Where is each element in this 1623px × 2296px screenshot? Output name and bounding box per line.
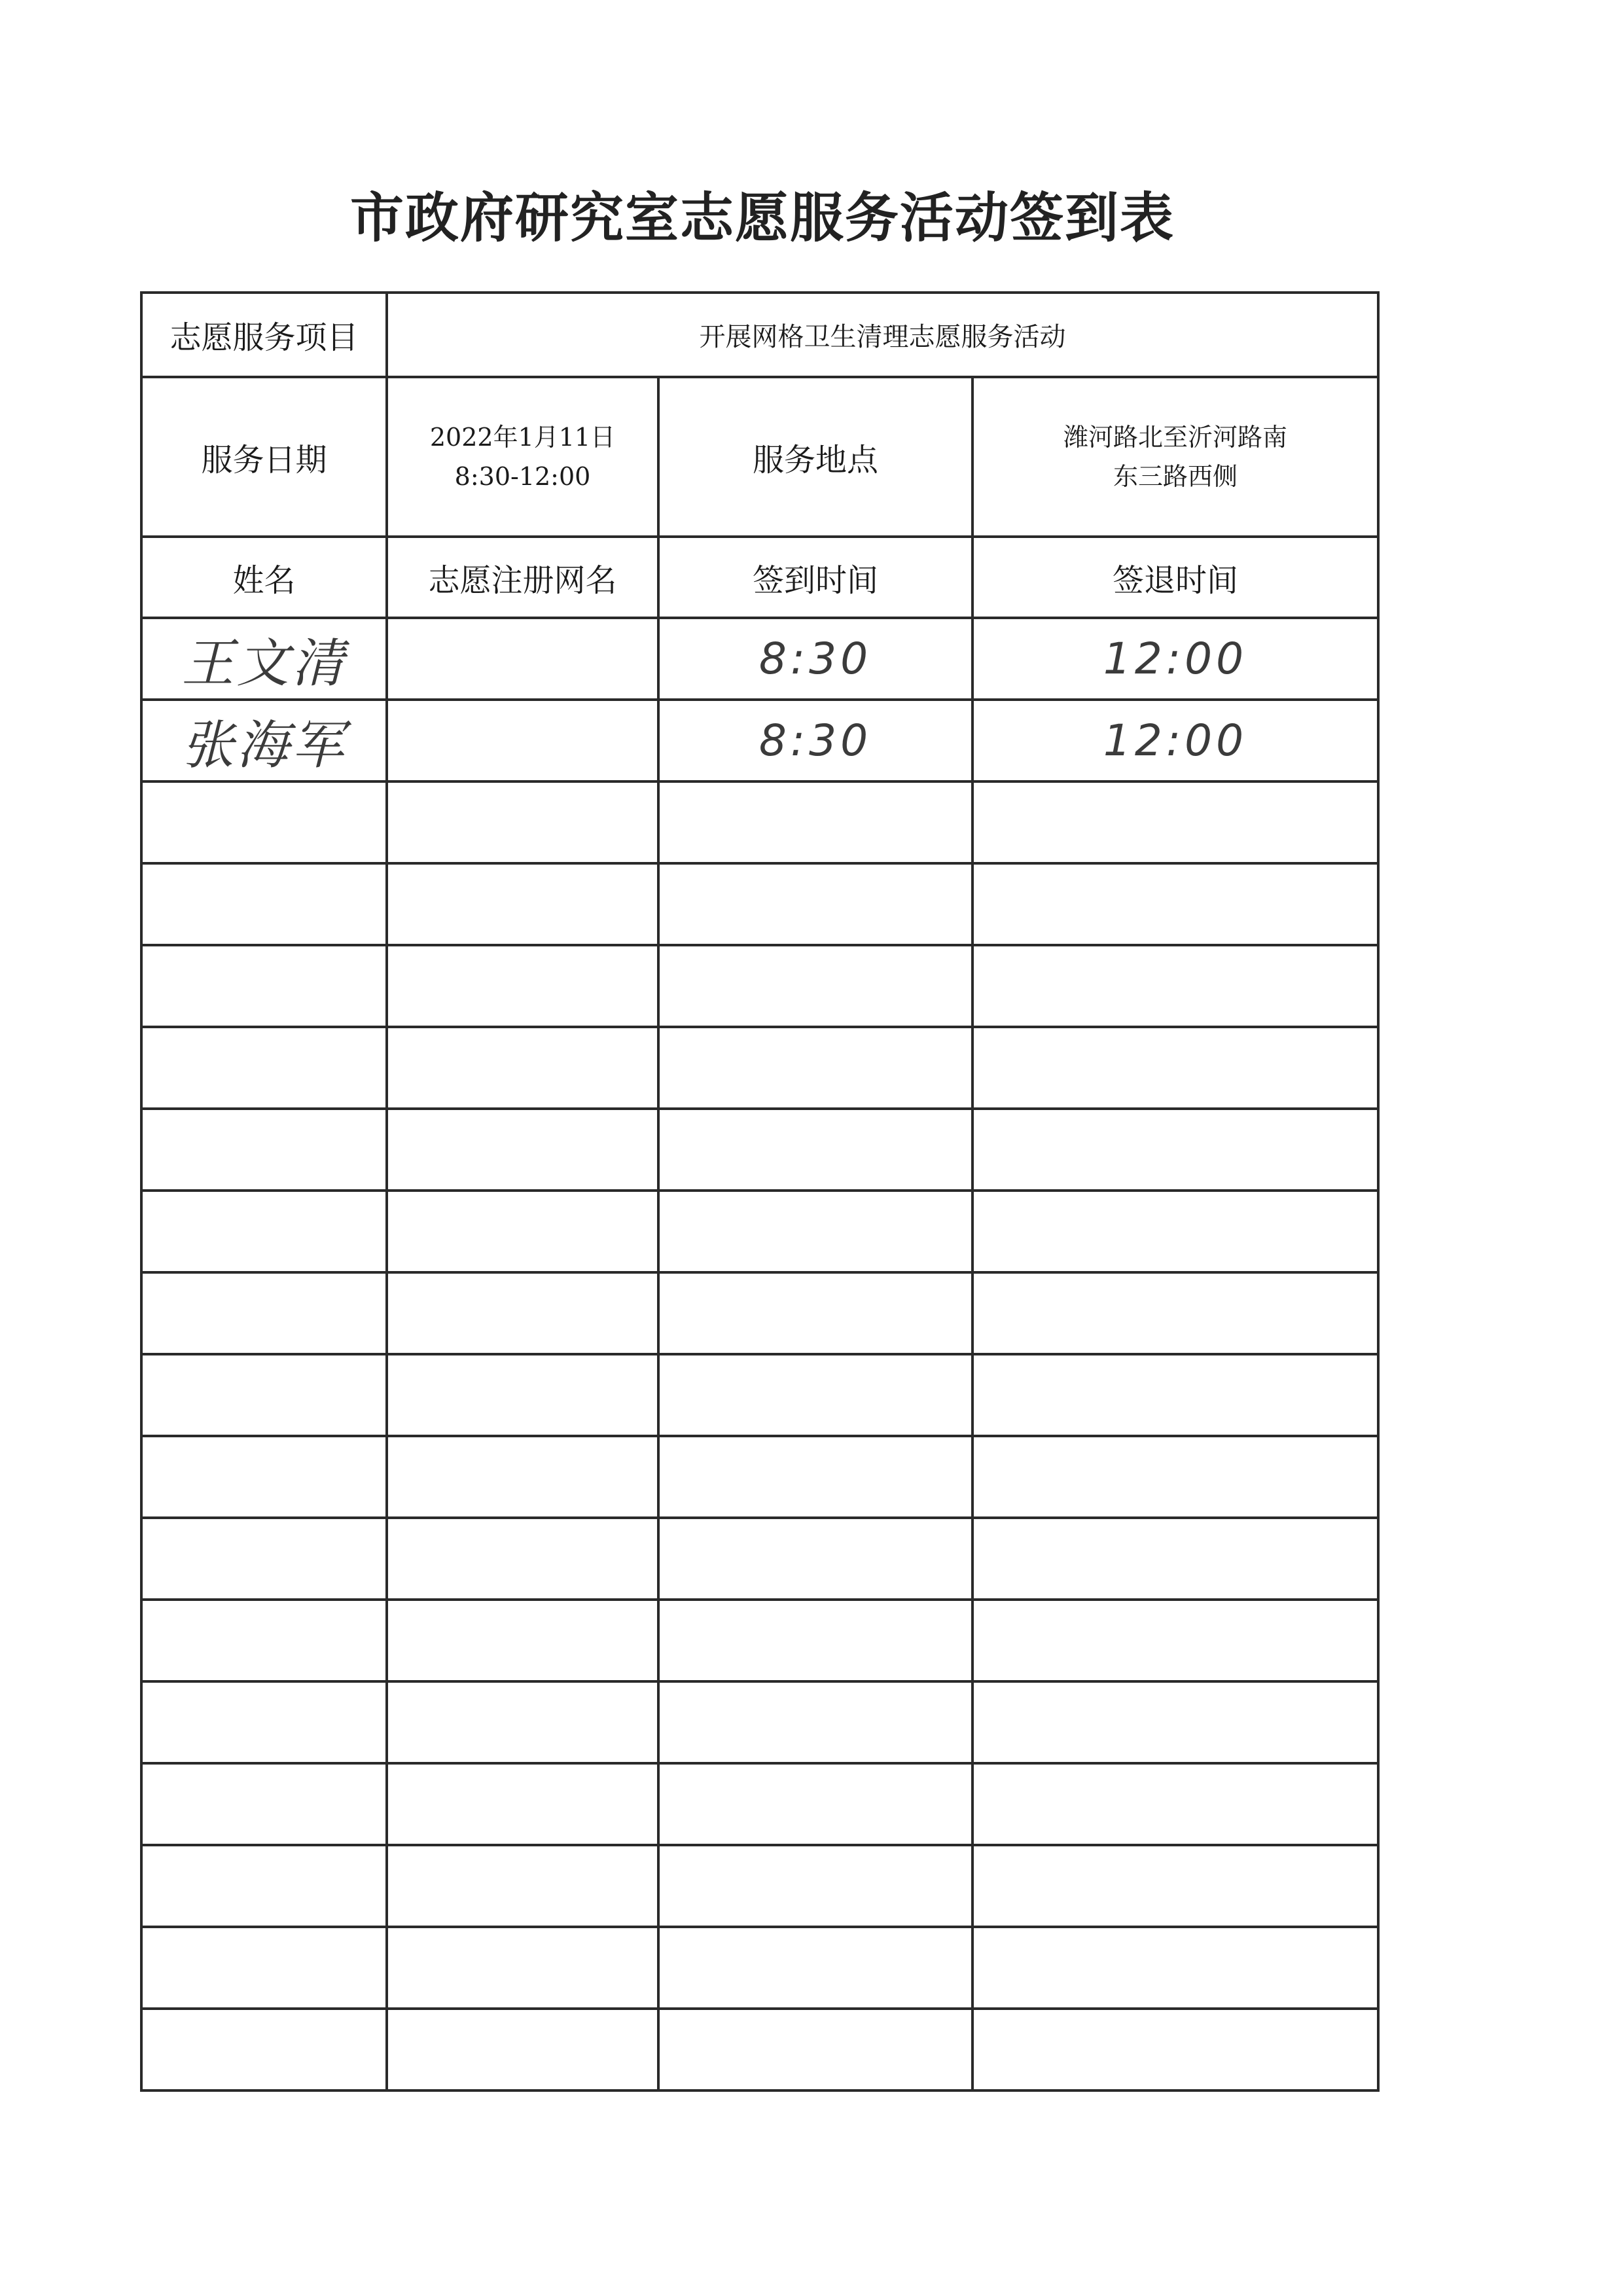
empty-cell — [387, 1600, 658, 1681]
service-date-label: 服务日期 — [141, 377, 387, 537]
project-label: 志愿服务项目 — [141, 293, 387, 377]
empty-cell — [387, 2009, 658, 2090]
empty-cell — [387, 1191, 658, 1272]
empty-cell — [141, 1518, 387, 1600]
empty-cell — [658, 1027, 972, 1109]
empty-row — [141, 1272, 1378, 1354]
empty-cell — [141, 1436, 387, 1518]
empty-cell — [387, 1436, 658, 1518]
sign-in-sheet — [140, 291, 1380, 2092]
empty-cell — [658, 1600, 972, 1681]
service-info-row — [141, 377, 1378, 537]
checkin-time: 8:30 — [658, 700, 972, 781]
empty-cell — [658, 1845, 972, 1927]
checkout-time: 12:00 — [972, 618, 1378, 700]
empty-cell — [141, 781, 387, 863]
empty-cell — [387, 1109, 658, 1191]
empty-cell — [387, 1927, 658, 2009]
empty-cell — [972, 1681, 1378, 1763]
column-header-checkin: 签到时间 — [658, 537, 972, 618]
empty-cell — [972, 1436, 1378, 1518]
empty-cell — [387, 945, 658, 1027]
empty-cell — [972, 1518, 1378, 1600]
service-date-value — [387, 377, 658, 537]
empty-row — [141, 1927, 1378, 2009]
empty-cell — [141, 1927, 387, 2009]
empty-cell — [658, 1354, 972, 1436]
empty-row — [141, 1600, 1378, 1681]
empty-row — [141, 1763, 1378, 1845]
empty-cell — [658, 2009, 972, 2090]
empty-cell — [387, 1027, 658, 1109]
empty-row — [141, 863, 1378, 945]
empty-cell — [972, 1763, 1378, 1845]
empty-row — [141, 1109, 1378, 1191]
empty-cell — [658, 863, 972, 945]
empty-cell — [658, 1272, 972, 1354]
signer-username — [387, 700, 658, 781]
empty-row — [141, 1681, 1378, 1763]
service-time-line: 8:30-12:00 — [454, 462, 591, 491]
empty-cell — [972, 781, 1378, 863]
empty-cell — [972, 863, 1378, 945]
empty-cell — [387, 1354, 658, 1436]
empty-row — [141, 945, 1378, 1027]
empty-cell — [141, 1109, 387, 1191]
empty-row — [141, 1845, 1378, 1927]
empty-cell — [658, 945, 972, 1027]
service-date-line: 2022年1月11日 — [429, 423, 616, 452]
empty-cell — [658, 1927, 972, 2009]
empty-cell — [387, 1763, 658, 1845]
empty-cell — [658, 1681, 972, 1763]
empty-row — [141, 1191, 1378, 1272]
empty-cell — [972, 1109, 1378, 1191]
empty-cell — [972, 1191, 1378, 1272]
signer-name: 张海军 — [141, 700, 387, 781]
empty-cell — [387, 1272, 658, 1354]
column-header-username: 志愿注册网名 — [387, 537, 658, 618]
empty-row — [141, 1027, 1378, 1109]
empty-cell — [141, 2009, 387, 2090]
signer-username — [387, 618, 658, 700]
project-value: 开展网格卫生清理志愿服务活动 — [387, 293, 1378, 377]
empty-cell — [658, 1191, 972, 1272]
empty-cell — [387, 781, 658, 863]
empty-cell — [141, 1027, 387, 1109]
empty-cell — [972, 2009, 1378, 2090]
empty-cell — [972, 1845, 1378, 1927]
empty-row — [141, 1436, 1378, 1518]
empty-cell — [141, 863, 387, 945]
empty-cell — [141, 1845, 387, 1927]
empty-cell — [387, 1845, 658, 1927]
service-location-line-1: 潍河路北至沂河路南 — [1063, 423, 1287, 452]
empty-cell — [141, 1272, 387, 1354]
service-location-label: 服务地点 — [658, 377, 972, 537]
empty-row — [141, 2009, 1378, 2090]
table-row — [141, 700, 1378, 781]
column-header-row — [141, 537, 1378, 618]
empty-cell — [141, 1191, 387, 1272]
empty-cell — [141, 1354, 387, 1436]
empty-cell — [972, 1600, 1378, 1681]
empty-row — [141, 1354, 1378, 1436]
empty-cell — [387, 1681, 658, 1763]
empty-row — [141, 1518, 1378, 1600]
checkout-time: 12:00 — [972, 700, 1378, 781]
column-header-name: 姓名 — [141, 537, 387, 618]
empty-cell — [141, 1763, 387, 1845]
empty-cell — [972, 1354, 1378, 1436]
page-title: 市政府研究室志愿服务活动签到表 — [349, 187, 1175, 249]
table-row — [141, 618, 1378, 700]
empty-cell — [972, 1027, 1378, 1109]
empty-cell — [658, 781, 972, 863]
checkin-time: 8:30 — [658, 618, 972, 700]
empty-cell — [972, 1927, 1378, 2009]
empty-row — [141, 781, 1378, 863]
column-header-checkout: 签退时间 — [972, 537, 1378, 618]
empty-cell — [972, 1272, 1378, 1354]
empty-cell — [141, 1600, 387, 1681]
empty-cell — [658, 1109, 972, 1191]
empty-cell — [972, 945, 1378, 1027]
empty-cell — [387, 863, 658, 945]
empty-cell — [658, 1763, 972, 1845]
service-location-line-2: 东三路西侧 — [1113, 462, 1238, 491]
empty-cell — [141, 945, 387, 1027]
empty-cell — [387, 1518, 658, 1600]
empty-cell — [141, 1681, 387, 1763]
signer-name: 王文清 — [141, 618, 387, 700]
project-row — [141, 293, 1378, 377]
empty-cell — [658, 1436, 972, 1518]
empty-cell — [658, 1518, 972, 1600]
service-location-value — [972, 377, 1378, 537]
